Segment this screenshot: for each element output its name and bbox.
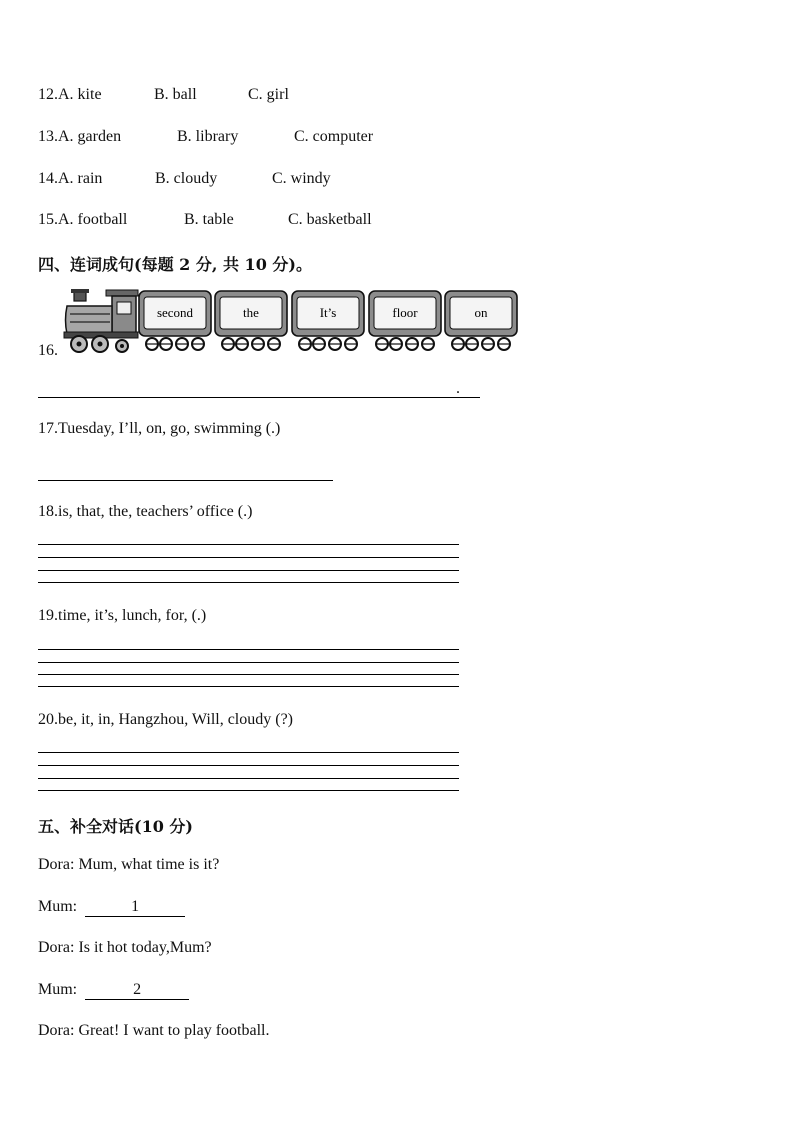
question-15 — [38, 211, 372, 229]
train-car-3 — [292, 291, 364, 350]
question-14 — [38, 170, 331, 188]
train-car-4 — [369, 291, 441, 350]
option-b: B. library — [177, 128, 239, 145]
question-16-number: 16. — [38, 342, 58, 359]
question-number: 13. — [38, 128, 58, 145]
section-5-heading: 五、补全对话(10 分) — [38, 817, 193, 836]
option-a: A. football — [58, 211, 128, 228]
question-12 — [38, 86, 289, 104]
word-card: second — [156, 305, 194, 320]
option-b: B. table — [184, 211, 234, 228]
word-card: floor — [392, 305, 418, 320]
dialogue-text: Is it hot today,Mum? — [78, 939, 212, 956]
train-car-5 — [445, 291, 517, 350]
answer-line-18[interactable] — [38, 544, 459, 545]
option-a: A. garden — [58, 128, 122, 145]
option-c: C. windy — [272, 170, 331, 187]
train-illustration — [62, 288, 524, 358]
word-card: It’s — [319, 305, 337, 320]
answer-blank-2[interactable]: 2 — [85, 981, 189, 1000]
option-b: B. ball — [154, 86, 197, 103]
answer-line-19[interactable] — [38, 662, 459, 663]
question-number: 14. — [38, 170, 58, 187]
answer-line-20[interactable] — [38, 790, 459, 791]
option-a: A. rain — [58, 170, 103, 187]
option-c: C. basketball — [288, 211, 372, 228]
option-a: A. kite — [58, 86, 102, 103]
dialogue-line — [38, 939, 212, 957]
option-c: C. girl — [248, 86, 289, 103]
question-number: 15. — [38, 211, 58, 228]
dialogue-line — [38, 898, 185, 917]
question-19: 19.time, it’s, lunch, for, (.) — [38, 607, 207, 624]
answer-line-19[interactable] — [38, 686, 459, 687]
speaker: Mum: — [38, 981, 78, 998]
locomotive-icon — [64, 289, 138, 352]
answer-line-16[interactable] — [38, 397, 480, 398]
speaker: Dora: — [38, 1022, 75, 1039]
answer-blank-1[interactable]: 1 — [85, 898, 185, 917]
dialogue-text: Great! I want to play football. — [78, 1022, 270, 1039]
answer-line-18[interactable] — [38, 557, 459, 558]
dialogue-text: Mum, what time is it? — [78, 856, 220, 873]
question-17: 17.Tuesday, I’ll, on, go, swimming (.) — [38, 420, 281, 437]
train-car-2 — [215, 291, 287, 350]
answer-line-19[interactable] — [38, 649, 459, 650]
speaker: Dora: — [38, 939, 75, 956]
train-car-1 — [139, 291, 211, 350]
end-mark: . — [456, 380, 460, 397]
speaker: Dora: — [38, 856, 75, 873]
question-20: 20.be, it, in, Hangzhou, Will, cloudy (?) — [38, 711, 294, 728]
option-c: C. computer — [294, 128, 374, 145]
dialogue-line — [38, 981, 189, 1000]
dialogue-line — [38, 1022, 269, 1040]
question-13 — [38, 128, 373, 146]
word-card: on — [474, 305, 488, 320]
section-4-heading: 四、连词成句(每题 2 分, 共 10 分)。 — [38, 255, 312, 274]
word-card: the — [243, 305, 259, 320]
answer-line-20[interactable] — [38, 778, 459, 779]
answer-line-20[interactable] — [38, 752, 459, 753]
speaker: Mum: — [38, 898, 78, 915]
answer-line-18[interactable] — [38, 582, 459, 583]
answer-line-17[interactable] — [38, 480, 333, 481]
dialogue-line — [38, 856, 219, 874]
answer-line-20[interactable] — [38, 765, 459, 766]
question-18: 18.is, that, the, teachers’ office (.) — [38, 503, 253, 520]
answer-line-18[interactable] — [38, 570, 459, 571]
question-number: 12. — [38, 86, 58, 103]
option-b: B. cloudy — [155, 170, 218, 187]
answer-line-19[interactable] — [38, 674, 459, 675]
